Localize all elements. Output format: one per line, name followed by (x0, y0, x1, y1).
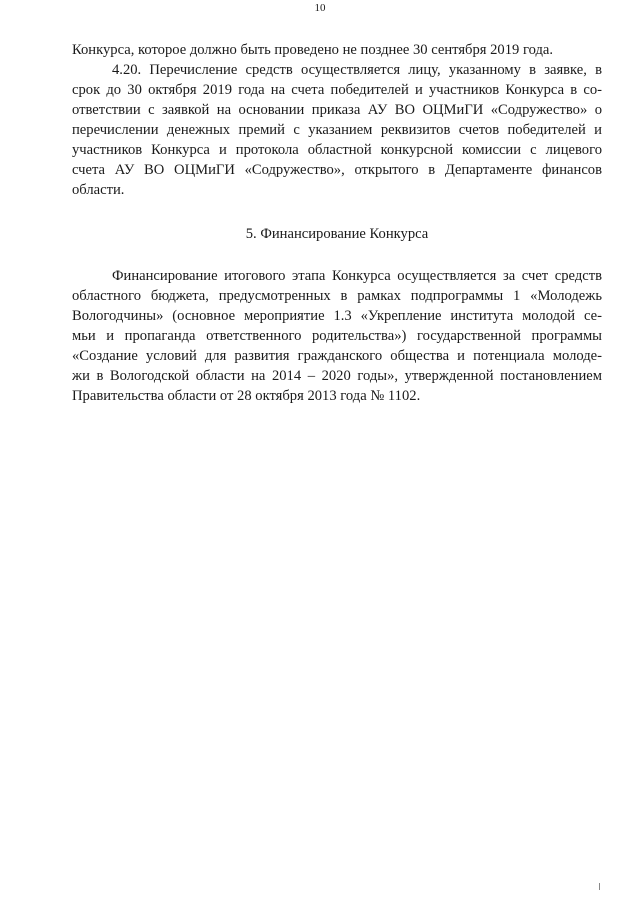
text-line: срок до 30 октября 2019 года на счета победителей и участников Конкурса в со- (72, 82, 602, 98)
document-body (72, 40, 602, 406)
text-line: Финансирование итогового этапа Конкурса осуществляется за счет средств (112, 268, 602, 284)
text-line: Конкурса, которое должно быть проведено не позднее 30 сентября 2019 года. (72, 42, 554, 58)
text-line: ответствии с заявкой на основании приказа АУ ВО ОЦМиГИ «Содружество» о (72, 102, 602, 118)
paragraph-financing (72, 266, 602, 406)
text-line: областного бюджета, предусмотренных в рамках подпрограммы 1 «Молодежь (72, 288, 602, 304)
text-line: Правительства области от 28 октября 2013 года № 1102. (72, 388, 421, 404)
paragraph-4-20-transfer (72, 60, 602, 200)
text-line: Вологодчины» (основное мероприятие 1.3 «Укрепление института молодой се- (72, 308, 602, 324)
section-heading: 5. Финансирование Конкурса (245, 226, 429, 242)
text-line: мьи и пропаганда ответственного родительства») государственной программы (72, 328, 602, 344)
text-line: участников Конкурса и протокола областной конкурсной комиссии с лицевого (72, 142, 602, 158)
scan-artifact-mark (599, 883, 600, 890)
text-line: жи в Вологодской области на 2014 – 2020 годы», утвержденной постановлением (72, 368, 602, 384)
paragraph-contest-deadline (72, 40, 602, 60)
text-line: 4.20. Перечисление средств осуществляется лицу, указанному в заявке, в (112, 62, 602, 78)
text-line: области. (72, 182, 125, 198)
text-line: «Создание условий для развития гражданского общества и потенциала молоде- (72, 348, 602, 364)
page-number: 10 (314, 2, 326, 14)
text-line: перечислении денежных премий с указанием реквизитов счетов победителей и (72, 122, 602, 138)
text-line: счета АУ ВО ОЦМиГИ «Содружество», открытого в Департаменте финансов (72, 162, 602, 178)
